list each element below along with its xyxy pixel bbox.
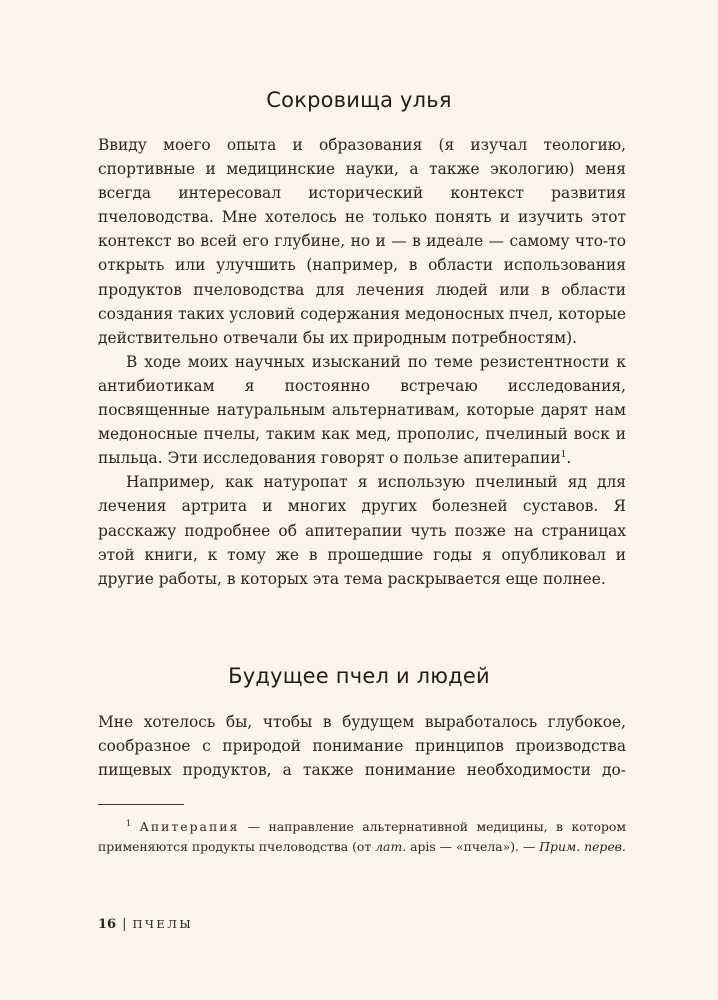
paragraph: Например, как натуропат я использую пчелиный яд для лечения артрита и многих других болезней суставов. Я расскажу подробнее об апитерапии чуть позже на страницах этой книги, к тому же в прошедшие годы я опубликовал и другие работы, в которых эта тема раскрывается еще полнее.: [98, 473, 626, 588]
section-body-future: [98, 710, 626, 782]
section-body-treasures: [98, 133, 626, 591]
footnote-translator-note: Прим. перев.: [539, 838, 626, 854]
footnote-text: — направление альтернативной медицины, в котором применяются продукты пчеловодства (от: [98, 819, 626, 854]
paragraph: [98, 350, 626, 470]
footnote-term: Апитерапия: [139, 819, 240, 834]
footnote-reference[interactable]: 1: [560, 450, 567, 461]
folio-separator: |: [122, 917, 127, 932]
running-title: ПЧЕЛЫ: [132, 917, 194, 931]
footnote-lat: лат.: [375, 838, 407, 854]
paragraph-text-end: .: [566, 449, 572, 468]
footnote-divider: [98, 804, 184, 805]
footnote-text: apis — «пчела»). —: [406, 838, 540, 854]
footnote-marker: 1: [126, 818, 132, 828]
paragraph: Ввиду моего опыта и образования (я изучал теологию, спортивные и медицинские науки, а также экологию) меня всегда интересовал исторический контекст развития пчеловодства. Мне хотелось не только понять и изучить этот контекст во всей его глубине, но и — в идеале — самому что-то открыть или улучшить (например, в области использования продуктов пчеловодства для лечения людей или в области создания таких условий содержания медоносных пчел, которые действительно отвечали бы их природным потребностям).: [98, 136, 626, 347]
footnote: [98, 817, 626, 856]
section-heading-future: Будущее пчел и людей: [228, 664, 490, 688]
paragraph-text: В ходе моих научных изысканий по теме резистентности к антибиотикам я постоянно встречаю исследования, посвященные натуральным альтернативам, которые дарят нам медоносные пчелы, таким как мед, прополис, пчелиный воск и пыльца. Эти исследования говорят о пользе апитерапии: [98, 352, 626, 468]
section-heading-treasures: Сокровища улья: [266, 88, 452, 112]
paragraph: Мне хотелось бы, чтобы в будущем выработалось глубокое, сообразное с природой понимание принципов производства пищевых продуктов, а также понимание необходимости до-: [98, 713, 626, 780]
page-number: 16: [98, 917, 117, 932]
page-folio: [98, 917, 193, 932]
